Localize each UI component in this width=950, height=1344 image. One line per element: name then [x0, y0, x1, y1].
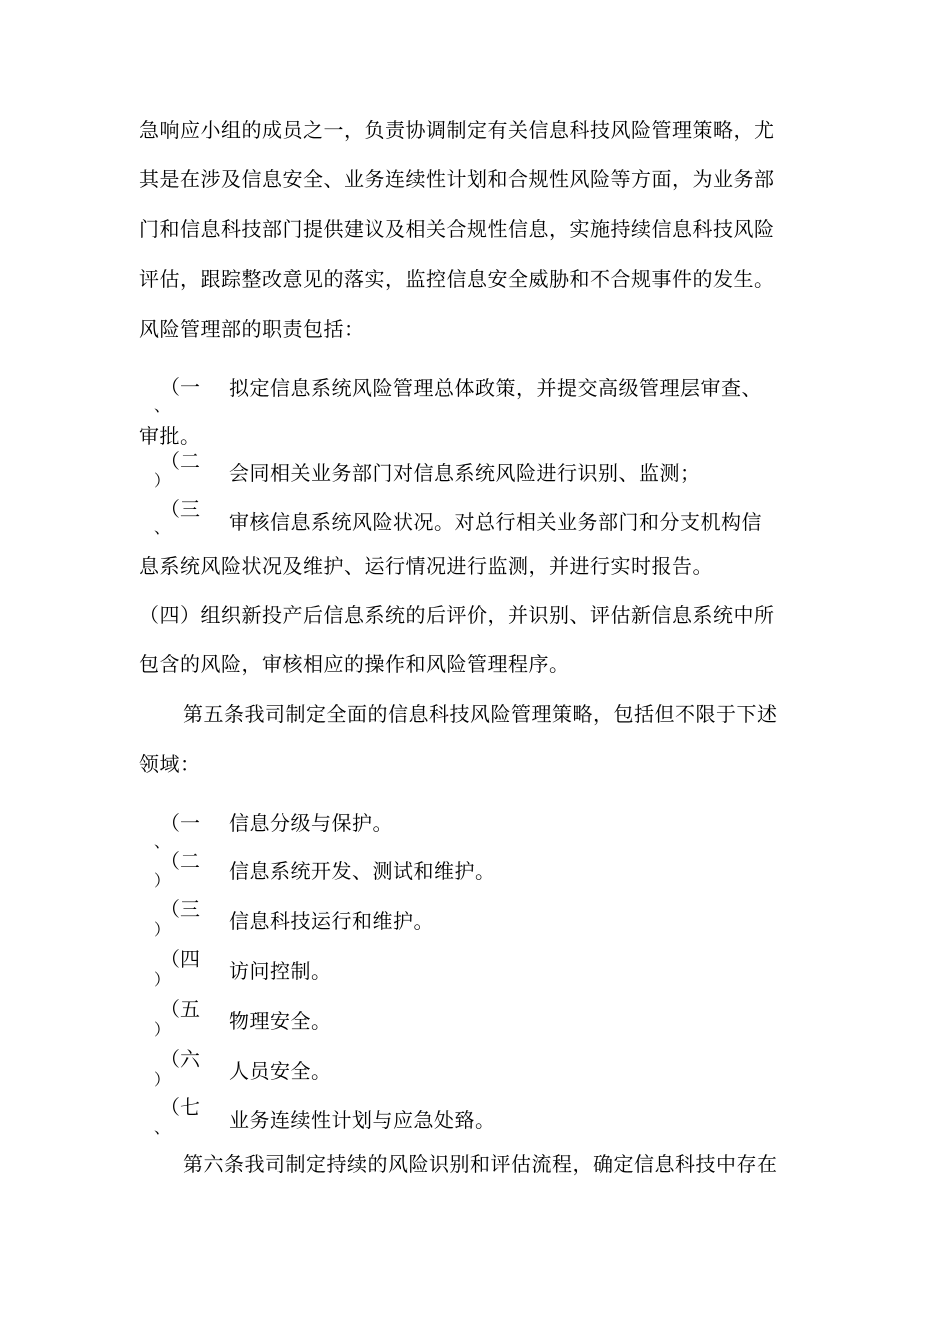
list-marker-tail: ） — [154, 920, 171, 939]
duty-item-text: 拟定信息系统风险管理总体政策，并提交高级管理层审查、 — [229, 376, 762, 400]
list-marker-tail: ） — [154, 471, 171, 490]
article-heading-line: 第六条我司制定持续的风险识别和评估流程，确定信息科技中存在 — [183, 1152, 778, 1176]
duty-item-text: 会同相关业务部门对信息系统风险进行识别、监测； — [229, 461, 701, 485]
paragraph-line: 评估，跟踪整改意见的落实，监控信息安全威胁和不合规事件的发生。 — [139, 267, 775, 291]
paragraph-line: 急响应小组的成员之一，负责协调制定有关信息科技风险管理策略，尤 — [139, 118, 775, 142]
list-marker: （一 — [160, 375, 200, 399]
list-marker: （三 — [160, 497, 200, 521]
list-marker-tail: ） — [154, 1070, 171, 1089]
list-marker: （三 — [160, 897, 200, 921]
list-marker: （一 — [160, 811, 200, 835]
list-marker-tail: 、 — [154, 518, 171, 537]
duty-item-text: 审核信息系统风险状况。对总行相关业务部门和分支机构信 — [229, 510, 762, 534]
paragraph-line: 其是在涉及信息安全、业务连续性计划和合规性风险等方面，为业务部 — [139, 167, 775, 191]
paragraph-line: 门和信息科技部门提供建议及相关合规性信息，实施持续信息科技风险 — [139, 217, 775, 241]
area-item-text: 业务连续性计划与应急处臵。 — [229, 1108, 496, 1132]
list-marker: （七 — [160, 1095, 200, 1119]
paragraph-line: 包含的风险，审核相应的操作和风险管理程序。 — [139, 652, 570, 676]
area-item-text: 信息系统开发、测试和维护。 — [229, 859, 496, 883]
paragraph-line: （四）组织新投产后信息系统的后评价，并识别、评估新信息系统中所 — [139, 603, 775, 627]
duty-item-continuation: 审批。 — [139, 424, 201, 448]
area-item-text: 信息分级与保护。 — [229, 811, 393, 835]
area-item-text: 访问控制。 — [229, 959, 332, 983]
paragraph-line: 风险管理部的职责包括： — [139, 317, 365, 341]
list-marker-tail: 、 — [154, 396, 171, 415]
list-marker-tail: 、 — [154, 1118, 171, 1137]
list-marker-tail: ） — [154, 1020, 171, 1039]
list-marker: （二 — [160, 849, 200, 873]
list-marker-tail: ） — [154, 970, 171, 989]
area-item-text: 人员安全。 — [229, 1059, 332, 1083]
article-heading-line: 第五条我司制定全面的信息科技风险管理策略，包括但不限于下述 — [183, 702, 778, 726]
area-item-text: 信息科技运行和维护。 — [229, 909, 434, 933]
duty-item-continuation: 息系统风险状况及维护、运行情况进行监测，并进行实时报告。 — [139, 554, 713, 578]
list-marker-tail: ） — [154, 871, 171, 890]
list-marker: （四 — [160, 947, 200, 971]
list-marker: （二 — [160, 449, 200, 473]
paragraph-line: 领域： — [139, 752, 201, 776]
list-marker: （六 — [160, 1047, 200, 1071]
area-item-text: 物理安全。 — [229, 1009, 332, 1033]
list-marker: （五 — [160, 997, 200, 1021]
list-marker-tail: 、 — [154, 832, 171, 851]
